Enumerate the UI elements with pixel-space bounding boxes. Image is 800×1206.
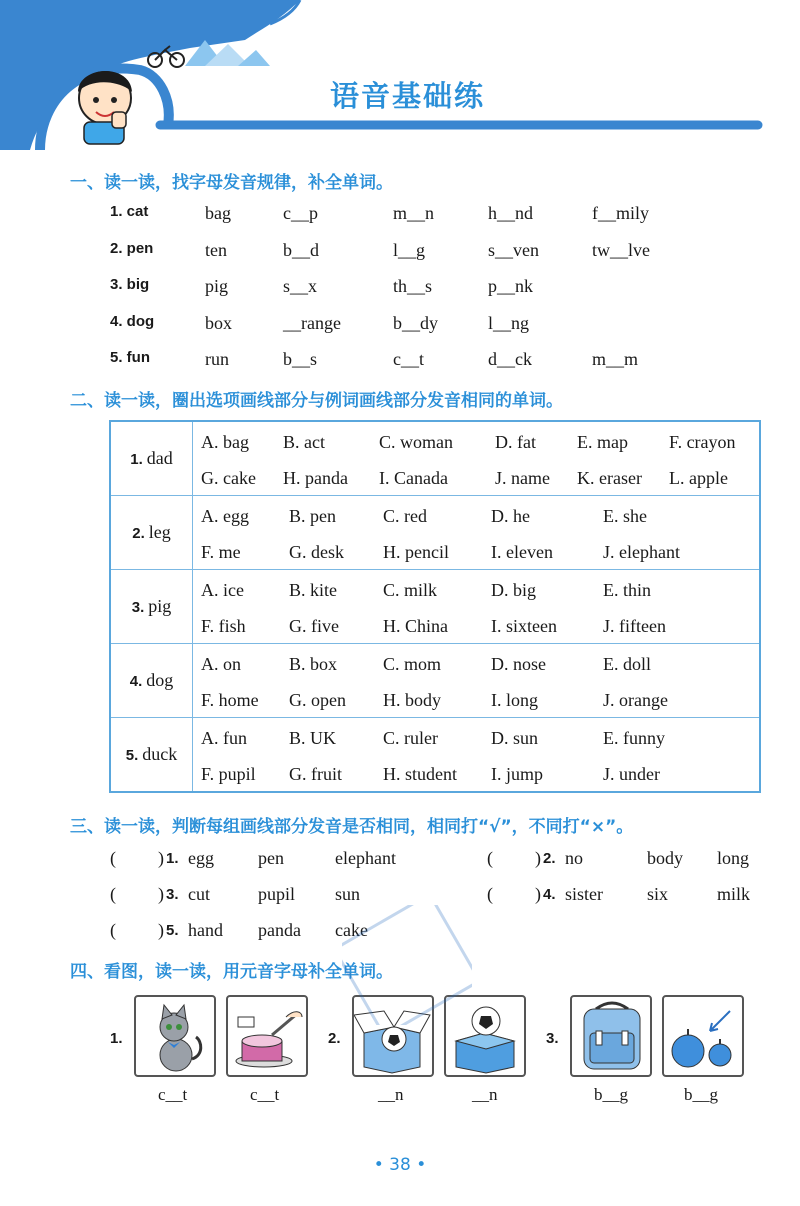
option-word[interactable]: A. ice xyxy=(201,580,244,600)
option-word[interactable]: K. eraser xyxy=(577,468,642,488)
example-word: 1. cat xyxy=(110,203,149,220)
pic-group-number: 2. xyxy=(328,1030,341,1047)
option-word[interactable]: C. mom xyxy=(383,654,442,674)
answer-paren-open[interactable]: ( xyxy=(110,920,116,940)
watermark-stamp xyxy=(342,905,472,1025)
option-word[interactable]: D. sun xyxy=(491,728,539,748)
option-word[interactable]: H. pencil xyxy=(383,542,449,562)
compare-word: hand xyxy=(188,920,223,940)
pic-group-number: 1. xyxy=(110,1030,123,1047)
option-word[interactable]: D. fat xyxy=(495,432,536,452)
answer-paren-open[interactable]: ( xyxy=(110,884,116,904)
group-number: 5. xyxy=(125,747,139,764)
compare-word: six xyxy=(647,884,669,904)
fill-blank-word[interactable]: th__s xyxy=(393,276,433,296)
option-word[interactable]: E. map xyxy=(577,432,628,452)
big-and-small-apple-picture xyxy=(662,995,744,1077)
fill-blank-word[interactable]: b__s xyxy=(283,349,318,369)
group-number: 4. xyxy=(129,673,143,690)
answer-paren-close[interactable]: ) xyxy=(535,848,541,868)
compare-word: sun xyxy=(335,884,361,904)
example-word: leg xyxy=(148,522,171,542)
option-word[interactable]: F. fish xyxy=(201,616,246,636)
judge-item xyxy=(487,884,787,908)
judge-item xyxy=(487,848,787,872)
option-word[interactable]: F. pupil xyxy=(201,764,256,784)
answer-blank[interactable]: __n xyxy=(472,1085,498,1104)
options-cell xyxy=(193,644,761,718)
answer-blank[interactable]: c__t xyxy=(250,1085,280,1104)
fill-blank-word[interactable]: s__x xyxy=(283,276,318,296)
item-number: 1. xyxy=(166,850,179,867)
fill-blank-word[interactable]: l__ng xyxy=(488,313,530,333)
option-word[interactable]: H. China xyxy=(383,616,448,636)
option-word[interactable]: H. body xyxy=(383,690,441,710)
fill-blank-word[interactable]: box xyxy=(205,313,232,333)
fill-blank-word[interactable]: c__p xyxy=(283,203,318,223)
option-word[interactable]: I. long xyxy=(491,690,538,710)
fill-blank-word[interactable]: h__nd xyxy=(488,203,533,223)
boy-mascot-icon xyxy=(78,71,132,144)
option-word[interactable]: J. orange xyxy=(603,690,668,710)
option-word[interactable]: B. box xyxy=(289,654,338,674)
compare-word: long xyxy=(717,848,750,868)
table-row xyxy=(110,644,760,718)
fill-blank-word[interactable]: run xyxy=(205,349,229,369)
group-number: 2. xyxy=(132,525,145,542)
item-number: 3. xyxy=(166,886,179,903)
option-word[interactable]: D. nose xyxy=(491,654,546,674)
judge-item xyxy=(110,848,410,872)
example-word-cell xyxy=(110,496,193,570)
compare-word: cut xyxy=(188,884,210,904)
answer-paren-close[interactable]: ) xyxy=(158,884,164,904)
answer-paren-open[interactable]: ( xyxy=(110,848,116,868)
page-number: • 38 • xyxy=(373,1155,427,1175)
example-word-cell xyxy=(110,570,193,644)
compare-word: pen xyxy=(258,848,284,868)
option-word[interactable]: I. sixteen xyxy=(491,616,557,636)
table-row xyxy=(110,496,760,570)
answer-paren-open[interactable]: ( xyxy=(487,848,493,868)
example-word: 5. fun xyxy=(110,349,150,366)
fill-blank-word[interactable]: m__m xyxy=(592,349,639,369)
options-cell xyxy=(193,570,761,644)
cat-picture xyxy=(134,995,216,1077)
cut-cake-picture xyxy=(226,995,308,1077)
answer-blank[interactable]: b__g xyxy=(684,1085,718,1104)
option-word[interactable]: D. big xyxy=(491,580,536,600)
group-number: 3. xyxy=(131,599,145,616)
option-word[interactable]: J. name xyxy=(495,468,550,488)
option-word[interactable]: C. woman xyxy=(379,432,453,452)
section-1-heading: 一、读一读，找字母发音规律，补全单词。 xyxy=(70,173,393,193)
page-title: 语音基础练 xyxy=(330,79,486,113)
option-word[interactable]: E. thin xyxy=(603,580,651,600)
option-word[interactable]: H. panda xyxy=(283,468,348,488)
section-2-table xyxy=(109,420,761,793)
option-word[interactable]: G. five xyxy=(289,616,339,636)
fill-blank-word[interactable]: f__mily xyxy=(592,203,649,223)
option-word[interactable]: B. pen xyxy=(289,506,336,526)
answer-blank[interactable]: __n xyxy=(378,1085,404,1104)
option-word[interactable]: C. milk xyxy=(383,580,438,600)
fill-blank-word[interactable]: s__ven xyxy=(488,240,539,260)
option-word[interactable]: I. Canada xyxy=(379,468,448,488)
example-word: 4. dog xyxy=(110,313,155,330)
answer-paren-close[interactable]: ) xyxy=(535,884,541,904)
fill-blank-word[interactable]: c__t xyxy=(393,349,424,369)
option-word[interactable]: F. home xyxy=(201,690,259,710)
example-word: 2. pen xyxy=(110,240,154,257)
example-word-cell xyxy=(110,421,193,496)
fill-blank-word[interactable]: p__nk xyxy=(488,276,533,296)
option-word[interactable]: I. jump xyxy=(491,764,543,784)
item-number: 4. xyxy=(543,886,556,903)
table-row xyxy=(110,421,760,496)
option-word[interactable]: L. apple xyxy=(669,468,728,488)
options-cell xyxy=(193,496,761,570)
example-word: duck xyxy=(142,744,178,764)
table-row xyxy=(110,570,760,644)
page-header xyxy=(0,0,800,160)
option-word[interactable]: J. elephant xyxy=(603,542,680,562)
option-word[interactable]: G. desk xyxy=(289,542,344,562)
fill-blank-word[interactable]: tw__lve xyxy=(592,240,650,260)
answer-blank[interactable]: b__g xyxy=(594,1085,628,1104)
section-3-heading: 三、读一读，判断每组画线部分发音是否相同，相同打“√”，不同打“×”。 xyxy=(70,817,634,837)
item-number: 2. xyxy=(543,850,556,867)
compare-word: sister xyxy=(565,884,603,904)
option-word[interactable]: B. act xyxy=(283,432,325,452)
example-word: 3. big xyxy=(110,276,150,293)
fill-blank-word[interactable]: pig xyxy=(205,276,229,296)
compare-word: cake xyxy=(335,920,368,940)
example-word-cell xyxy=(110,718,193,793)
group-number: 1. xyxy=(130,451,143,468)
option-word[interactable]: B. UK xyxy=(289,728,337,748)
option-word[interactable]: B. kite xyxy=(289,580,337,600)
option-word[interactable]: E. doll xyxy=(603,654,651,674)
option-word[interactable]: A. bag xyxy=(201,432,249,452)
option-word[interactable]: G. cake xyxy=(201,468,256,488)
compare-word: body xyxy=(647,848,683,868)
option-word[interactable]: J. under xyxy=(603,764,660,784)
answer-paren-close[interactable]: ) xyxy=(158,848,164,868)
fill-blank-word[interactable]: b__d xyxy=(283,240,319,260)
compare-word: no xyxy=(565,848,583,868)
option-word[interactable]: J. fifteen xyxy=(603,616,666,636)
option-word[interactable]: H. student xyxy=(383,764,457,784)
table-row xyxy=(110,718,760,793)
option-word[interactable]: F. crayon xyxy=(669,432,736,452)
example-word: dog xyxy=(146,670,174,690)
option-word[interactable]: F. me xyxy=(201,542,241,562)
fill-blank-word[interactable]: d__ck xyxy=(488,349,532,369)
option-word[interactable]: G. fruit xyxy=(289,764,342,784)
compare-word: egg xyxy=(188,848,214,868)
compare-word: milk xyxy=(717,884,751,904)
item-number: 5. xyxy=(166,922,179,939)
option-word[interactable]: A. egg xyxy=(201,506,249,526)
answer-blank[interactable]: c__t xyxy=(158,1085,188,1104)
option-word[interactable]: G. open xyxy=(289,690,346,710)
pic-group-number: 3. xyxy=(546,1030,559,1047)
fill-blank-word[interactable]: m__n xyxy=(393,203,435,223)
fill-blank-word[interactable]: bag xyxy=(205,203,231,223)
option-word[interactable]: C. red xyxy=(383,506,427,526)
option-word[interactable]: D. he xyxy=(491,506,530,526)
answer-paren-close[interactable]: ) xyxy=(158,920,164,940)
compare-word: pupil xyxy=(258,884,296,904)
section-4-heading: 四、看图，读一读，用元音字母补全单词。 xyxy=(70,962,393,982)
section-2-heading: 二、读一读，圈出选项画线部分与例词画线部分发音相同的单词。 xyxy=(70,391,563,411)
options-cell xyxy=(193,421,761,496)
option-word[interactable]: A. fun xyxy=(201,728,247,748)
compare-word: panda xyxy=(258,920,301,940)
fill-blank-word[interactable]: ten xyxy=(205,240,227,260)
answer-paren-open[interactable]: ( xyxy=(487,884,493,904)
fill-blank-word[interactable]: b__dy xyxy=(393,313,438,333)
option-word[interactable]: A. on xyxy=(201,654,241,674)
fill-blank-word[interactable]: __range xyxy=(283,313,341,333)
example-word: dad xyxy=(146,448,173,468)
option-word[interactable]: E. she xyxy=(603,506,647,526)
school-bag-picture xyxy=(570,995,652,1077)
option-word[interactable]: C. ruler xyxy=(383,728,438,748)
option-word[interactable]: I. eleven xyxy=(491,542,553,562)
example-word: pig xyxy=(148,596,172,616)
fill-blank-word[interactable]: l__g xyxy=(393,240,426,260)
option-word[interactable]: E. funny xyxy=(603,728,665,748)
compare-word: elephant xyxy=(335,848,396,868)
example-word-cell xyxy=(110,644,193,718)
options-cell xyxy=(193,718,761,793)
